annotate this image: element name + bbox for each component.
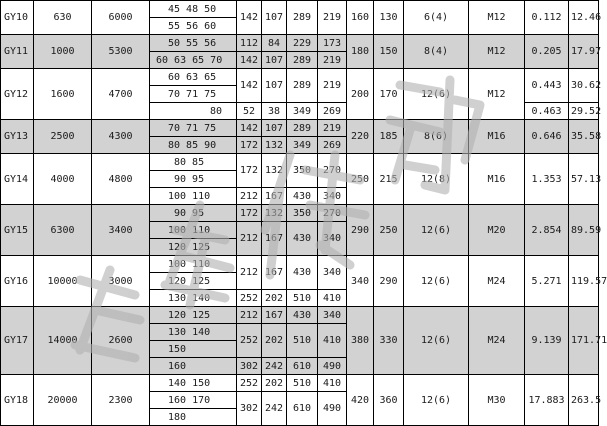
mass-cell: 119.57 <box>569 256 599 307</box>
thread-cell: M16 <box>469 120 525 154</box>
bore-cell: 60 63 65 <box>150 69 237 86</box>
table-row <box>1 205 599 222</box>
length-l3-cell: 229 <box>287 35 318 52</box>
thread-cell: M24 <box>469 307 525 375</box>
speed-cell: 4300 <box>92 120 150 154</box>
speed-cell: 4800 <box>92 154 150 205</box>
bore-cell: 80 <box>150 103 237 120</box>
length-l1-cell: 212 <box>237 188 262 205</box>
length-l1-cell: 252 <box>237 290 262 307</box>
length-l1-cell: 142 <box>237 120 262 137</box>
speed-cell: 2600 <box>92 307 150 375</box>
thread-cell: M12 <box>469 1 525 35</box>
length-l3-cell: 430 <box>287 222 318 256</box>
length-l1-cell: 212 <box>237 307 262 324</box>
length-l2-cell: 202 <box>262 324 287 358</box>
torque-cell: 2500 <box>34 120 92 154</box>
outer-diameter-cell: 180 <box>347 35 374 69</box>
table-row <box>1 35 599 52</box>
length-l3-cell: 349 <box>287 137 318 154</box>
length-l1-cell: 212 <box>237 256 262 290</box>
bore-cell: 70 71 75 <box>150 120 237 137</box>
length-l1-cell: 142 <box>237 52 262 69</box>
outer-diameter-cell: 420 <box>347 375 374 426</box>
bore-cell: 100 110 <box>150 222 237 239</box>
length-l3-cell: 610 <box>287 392 318 426</box>
mass-cell: 17.97 <box>569 35 599 69</box>
speed-cell: 6000 <box>92 1 150 35</box>
bolt-count-cell: 8(4) <box>404 35 469 69</box>
speed-cell: 3000 <box>92 256 150 307</box>
inertia-cell: 0.463 <box>525 103 569 120</box>
length-l3-cell: 289 <box>287 120 318 137</box>
mass-cell: 30.62 <box>569 69 599 103</box>
thread-cell: M12 <box>469 69 525 120</box>
table-row <box>1 120 599 137</box>
thread-cell: M20 <box>469 205 525 256</box>
length-l3-cell: 610 <box>287 358 318 375</box>
length-l1-cell: 172 <box>237 205 262 222</box>
torque-cell: 20000 <box>34 375 92 426</box>
mass-cell: 57.13 <box>569 154 599 205</box>
length-l2-cell: 167 <box>262 307 287 324</box>
model-cell: GY13 <box>1 120 34 154</box>
length-l2-cell: 242 <box>262 392 287 426</box>
torque-cell: 6300 <box>34 205 92 256</box>
length-l2-cell: 202 <box>262 375 287 392</box>
length-l4-cell: 410 <box>318 324 347 358</box>
mass-cell: 29.52 <box>569 103 599 120</box>
bore-cell: 90 95 <box>150 205 237 222</box>
bore-cell: 120 125 <box>150 273 237 290</box>
torque-cell: 1600 <box>34 69 92 120</box>
length-l1-cell: 172 <box>237 137 262 154</box>
length-l1-cell: 142 <box>237 69 262 103</box>
length-l3-cell: 350 <box>287 154 318 188</box>
length-l1-cell: 212 <box>237 222 262 256</box>
mass-cell: 89.59 <box>569 205 599 256</box>
bolt-circle-cell: 150 <box>374 35 404 69</box>
length-l3-cell: 289 <box>287 1 318 35</box>
bolt-count-cell: 8(6) <box>404 120 469 154</box>
length-l4-cell: 219 <box>318 69 347 103</box>
length-l4-cell: 340 <box>318 188 347 205</box>
bore-cell: 100 110 <box>150 188 237 205</box>
inertia-cell: 0.112 <box>525 1 569 35</box>
outer-diameter-cell: 200 <box>347 69 374 120</box>
length-l3-cell: 350 <box>287 205 318 222</box>
table-row <box>1 1 599 18</box>
bore-cell: 130 140 <box>150 324 237 341</box>
length-l3-cell: 349 <box>287 103 318 120</box>
bore-cell: 70 71 75 <box>150 86 237 103</box>
length-l2-cell: 167 <box>262 188 287 205</box>
mass-cell: 171.71 <box>569 307 599 375</box>
length-l3-cell: 510 <box>287 324 318 358</box>
length-l2-cell: 107 <box>262 120 287 137</box>
speed-cell: 5300 <box>92 35 150 69</box>
bolt-circle-cell: 185 <box>374 120 404 154</box>
inertia-cell: 17.883 <box>525 375 569 426</box>
length-l4-cell: 270 <box>318 205 347 222</box>
model-cell: GY15 <box>1 205 34 256</box>
bore-cell: 90 95 <box>150 171 237 188</box>
bolt-count-cell: 12(6) <box>404 307 469 375</box>
bore-cell: 140 150 <box>150 375 237 392</box>
bolt-circle-cell: 130 <box>374 1 404 35</box>
model-cell: GY10 <box>1 1 34 35</box>
length-l1-cell: 302 <box>237 358 262 375</box>
length-l1-cell: 252 <box>237 324 262 358</box>
bolt-circle-cell: 215 <box>374 154 404 205</box>
length-l2-cell: 242 <box>262 358 287 375</box>
length-l2-cell: 38 <box>262 103 287 120</box>
bore-cell: 45 48 50 <box>150 1 237 18</box>
length-l3-cell: 430 <box>287 188 318 205</box>
inertia-cell: 2.854 <box>525 205 569 256</box>
length-l2-cell: 167 <box>262 256 287 290</box>
table-row <box>1 69 599 86</box>
length-l1-cell: 172 <box>237 154 262 188</box>
length-l4-cell: 490 <box>318 392 347 426</box>
torque-cell: 14000 <box>34 307 92 375</box>
outer-diameter-cell: 220 <box>347 120 374 154</box>
table-row <box>1 256 599 273</box>
length-l4-cell: 270 <box>318 154 347 188</box>
thread-cell: M12 <box>469 35 525 69</box>
table-row <box>1 307 599 324</box>
bolt-circle-cell: 250 <box>374 205 404 256</box>
length-l4-cell: 410 <box>318 375 347 392</box>
length-l1-cell: 302 <box>237 392 262 426</box>
bolt-count-cell: 12(6) <box>404 205 469 256</box>
inertia-cell: 0.205 <box>525 35 569 69</box>
bolt-circle-cell: 360 <box>374 375 404 426</box>
length-l2-cell: 107 <box>262 1 287 35</box>
length-l2-cell: 107 <box>262 52 287 69</box>
bolt-circle-cell: 330 <box>374 307 404 375</box>
model-cell: GY12 <box>1 69 34 120</box>
length-l4-cell: 219 <box>318 1 347 35</box>
bolt-count-cell: 12(6) <box>404 69 469 120</box>
torque-cell: 4000 <box>34 154 92 205</box>
bolt-circle-cell: 170 <box>374 69 404 120</box>
bore-cell: 160 <box>150 358 237 375</box>
length-l1-cell: 52 <box>237 103 262 120</box>
outer-diameter-cell: 250 <box>347 154 374 205</box>
length-l3-cell: 430 <box>287 256 318 290</box>
bore-cell: 180 <box>150 409 237 426</box>
length-l3-cell: 289 <box>287 52 318 69</box>
speed-cell: 3400 <box>92 205 150 256</box>
mass-cell: 35.58 <box>569 120 599 154</box>
torque-cell: 1000 <box>34 35 92 69</box>
length-l4-cell: 340 <box>318 307 347 324</box>
length-l4-cell: 269 <box>318 137 347 154</box>
length-l2-cell: 202 <box>262 290 287 307</box>
bore-cell: 160 170 <box>150 392 237 409</box>
bore-cell: 80 85 <box>150 154 237 171</box>
length-l3-cell: 510 <box>287 290 318 307</box>
length-l4-cell: 269 <box>318 103 347 120</box>
model-cell: GY17 <box>1 307 34 375</box>
bore-cell: 100 110 <box>150 256 237 273</box>
speed-cell: 4700 <box>92 69 150 120</box>
length-l3-cell: 510 <box>287 375 318 392</box>
thread-cell: M24 <box>469 256 525 307</box>
length-l1-cell: 112 <box>237 35 262 52</box>
bore-cell: 120 125 <box>150 239 237 256</box>
model-cell: GY11 <box>1 35 34 69</box>
model-cell: GY14 <box>1 154 34 205</box>
length-l4-cell: 340 <box>318 222 347 256</box>
outer-diameter-cell: 380 <box>347 307 374 375</box>
length-l4-cell: 490 <box>318 358 347 375</box>
torque-cell: 630 <box>34 1 92 35</box>
bore-cell: 60 63 65 70 <box>150 52 237 69</box>
bolt-count-cell: 12(8) <box>404 154 469 205</box>
table-row <box>1 375 599 392</box>
bore-cell: 55 56 60 <box>150 18 237 35</box>
length-l4-cell: 173 <box>318 35 347 52</box>
bore-cell: 120 125 <box>150 307 237 324</box>
length-l2-cell: 132 <box>262 205 287 222</box>
bolt-count-cell: 12(6) <box>404 256 469 307</box>
model-cell: GY18 <box>1 375 34 426</box>
bolt-circle-cell: 290 <box>374 256 404 307</box>
thread-cell: M16 <box>469 154 525 205</box>
torque-cell: 10000 <box>34 256 92 307</box>
length-l4-cell: 219 <box>318 120 347 137</box>
bore-cell: 150 <box>150 341 237 358</box>
bore-cell: 130 140 <box>150 290 237 307</box>
inertia-cell: 0.646 <box>525 120 569 154</box>
outer-diameter-cell: 340 <box>347 256 374 307</box>
mass-cell: 12.46 <box>569 1 599 35</box>
length-l1-cell: 142 <box>237 1 262 35</box>
length-l4-cell: 340 <box>318 256 347 290</box>
length-l3-cell: 430 <box>287 307 318 324</box>
thread-cell: M30 <box>469 375 525 426</box>
outer-diameter-cell: 160 <box>347 1 374 35</box>
length-l2-cell: 132 <box>262 137 287 154</box>
bolt-count-cell: 6(4) <box>404 1 469 35</box>
inertia-cell: 9.139 <box>525 307 569 375</box>
length-l2-cell: 107 <box>262 69 287 103</box>
length-l4-cell: 410 <box>318 290 347 307</box>
length-l3-cell: 289 <box>287 69 318 103</box>
length-l4-cell: 219 <box>318 52 347 69</box>
bore-cell: 50 55 56 <box>150 35 237 52</box>
bore-cell: 80 85 90 <box>150 137 237 154</box>
inertia-cell: 5.271 <box>525 256 569 307</box>
length-l1-cell: 252 <box>237 375 262 392</box>
model-cell: GY16 <box>1 256 34 307</box>
table-row <box>1 154 599 171</box>
length-l2-cell: 167 <box>262 222 287 256</box>
inertia-cell: 0.443 <box>525 69 569 103</box>
outer-diameter-cell: 290 <box>347 205 374 256</box>
length-l2-cell: 132 <box>262 154 287 188</box>
inertia-cell: 1.353 <box>525 154 569 205</box>
length-l2-cell: 84 <box>262 35 287 52</box>
mass-cell: 263.5 <box>569 375 599 426</box>
bolt-count-cell: 12(6) <box>404 375 469 426</box>
speed-cell: 2300 <box>92 375 150 426</box>
